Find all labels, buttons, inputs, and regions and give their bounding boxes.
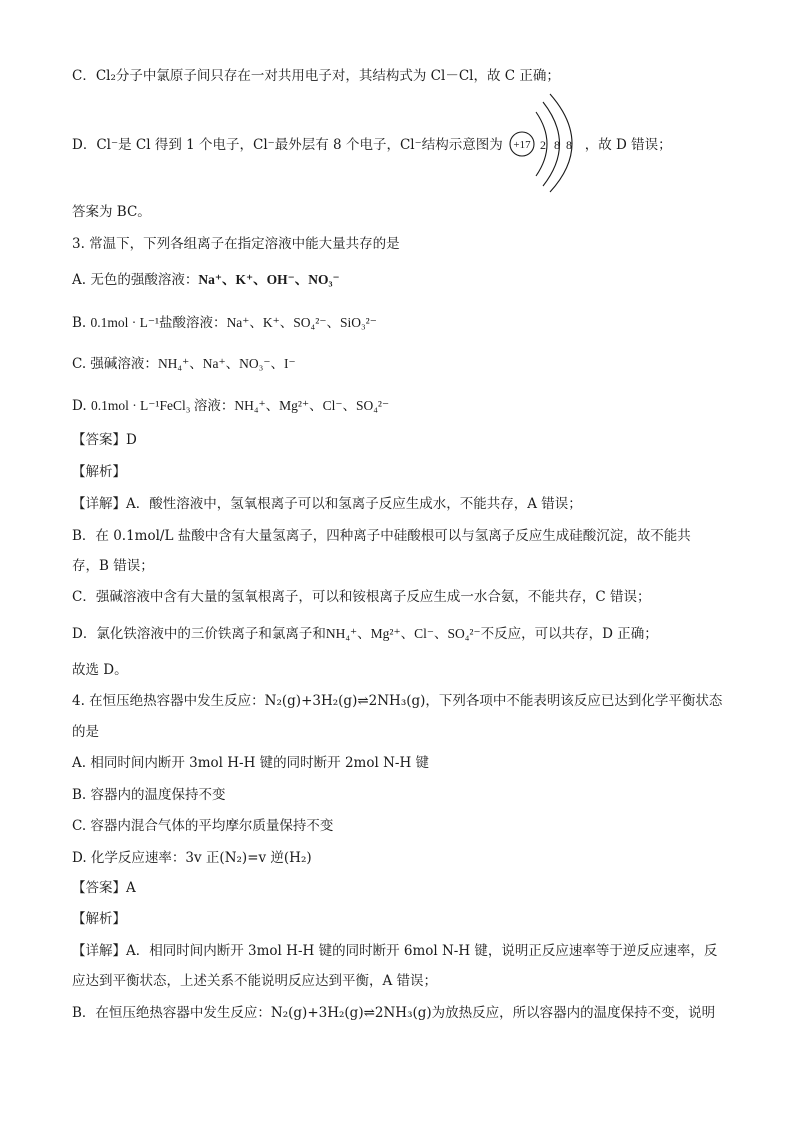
q4-detail-b-line1: B．在恒压绝热容器中发生反应：N₂(g)+3H₂(g)⇌2NH₃(g)为放热反应，所以容器内的温度保持不变，说明 — [72, 1005, 716, 1021]
q3-detail-d-pre: D．氯化铁溶液中的三价铁离子和氯离子和 — [72, 626, 326, 642]
q3-answer-tag: 【答案】 — [72, 432, 126, 448]
q3-detail-d — [72, 624, 658, 644]
q3-detail-d-post: 不反应，可以共存，D 正确； — [480, 626, 658, 642]
shell-electrons-3: 8 — [566, 138, 572, 152]
q3-option-a — [72, 270, 340, 290]
q2-d-text-pre: D．Cl⁻是 Cl 得到 1 个电子，Cl⁻最外层有 8 个电子，Cl⁻结构示意图为 — [72, 137, 503, 153]
q3-option-d-label: D. — [72, 398, 87, 414]
q3-option-d-ions: NH₄⁺、Mg²⁺、Cl⁻、SO₄²⁻ — [234, 398, 390, 413]
q3-detail-b-line1: B．在 0.1mol/L 盐酸中含有大量氢离子，四种离子中硅酸根可以与氢离子反应生成硅酸沉淀，故不能共 — [72, 528, 691, 544]
q3-option-d-condition: 0.1mol · L⁻¹FeCl₃ 溶液： — [90, 398, 235, 413]
q4-answer-value: A — [126, 880, 136, 896]
q3-option-b — [72, 313, 377, 333]
q2-option-c-explanation: C．Cl₂分子中氯原子间只存在一对共用电子对，其结构式为 Cl－Cl，故 C 正确； — [72, 68, 560, 84]
q4-stem-line1: 4. 在恒压绝热容器中发生反应：N₂(g)+3H₂(g)⇌2NH₃(g)，下列各项中不能表明该反应已达到化学平衡状态 — [72, 693, 723, 709]
q3-conclusion: 故选 D。 — [72, 662, 128, 678]
q3-detail-d-ions: NH₄⁺、Mg²⁺、Cl⁻、SO₄²⁻ — [325, 626, 481, 641]
q4-answer — [72, 878, 136, 898]
q4-analysis-tag: 【解析】 — [72, 911, 126, 927]
q2-answer-line: 答案为 BC。 — [72, 204, 151, 220]
q3-option-c-ions: NH₄⁺、Na⁺、NO₃⁻、I⁻ — [157, 356, 296, 371]
q4-stem-line2: 的是 — [72, 724, 99, 740]
q3-option-b-label: B. — [72, 315, 87, 331]
q3-option-c-label: C. 强碱溶液： — [72, 356, 158, 372]
q3-detail-a: 【详解】A．酸性溶液中，氢氧根离子可以和氢离子反应生成水，不能共存，A 错误； — [72, 496, 582, 512]
q3-answer-value: D — [126, 432, 137, 448]
shell-electrons-2: 8 — [554, 138, 560, 152]
q3-option-c — [72, 354, 296, 374]
q4-option-a: A. 相同时间内断开 3mol H-H 键的同时断开 2mol N-H 键 — [72, 755, 430, 771]
q4-option-d: D. 化学反应速率：3v 正(N₂)=v 逆(H₂) — [72, 850, 312, 866]
q3-analysis-tag: 【解析】 — [72, 464, 126, 480]
q3-detail-b-line2: 存，B 错误； — [72, 558, 154, 574]
q3-option-b-ions: Na⁺、K⁺、SO₄²⁻、SiO₃²⁻ — [226, 315, 377, 330]
q3-answer — [72, 430, 137, 450]
q4-detail-a-line1: 【详解】A．相同时间内断开 3mol H-H 键的同时断开 6mol N-H 键，说明正反应速率等于逆反应速率，反 — [72, 943, 718, 959]
q4-detail-a-line2: 应达到平衡状态，上述关系不能说明反应达到平衡，A 错误； — [72, 973, 438, 989]
q3-option-b-condition: 0.1mol · L⁻¹盐酸溶液： — [90, 315, 227, 330]
q2-d-text-post: ，故 D 错误； — [584, 137, 672, 153]
q4-option-c: C. 容器内混合气体的平均摩尔质量保持不变 — [72, 818, 334, 834]
cl-ion-structure-diagram — [506, 92, 586, 194]
q4-answer-tag: 【答案】 — [72, 880, 126, 896]
q3-stem: 3. 常温下，下列各组离子在指定溶液中能大量共存的是 — [72, 236, 400, 252]
q4-option-b: B. 容器内的温度保持不变 — [72, 787, 226, 803]
q3-option-d — [72, 396, 389, 416]
q3-option-a-label: A. 无色的强酸溶液： — [72, 272, 199, 288]
q3-option-a-ions: Na⁺、K⁺、OH⁻、NO₃⁻ — [198, 272, 340, 287]
nucleus-charge: +17 — [513, 139, 531, 151]
shell-electrons-1: 2 — [540, 138, 546, 152]
q3-detail-c: C．强碱溶液中含有大量的氢氧根离子，可以和铵根离子反应生成一水合氨，不能共存，C 错误； — [72, 589, 651, 605]
